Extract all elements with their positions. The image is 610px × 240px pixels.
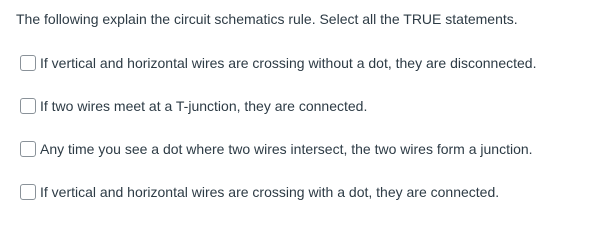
option-2-checkbox[interactable] — [20, 98, 36, 114]
option-4-label[interactable]: If vertical and horizontal wires are crossing with a dot, they are connected. — [40, 183, 500, 200]
answer-option-2[interactable] — [20, 95, 536, 117]
option-1-checkbox[interactable] — [20, 55, 36, 71]
answer-option-4[interactable] — [20, 181, 536, 203]
answer-option-1[interactable] — [20, 52, 536, 74]
answer-option-3[interactable] — [20, 138, 536, 160]
option-3-label[interactable]: Any time you see a dot where two wires intersect, the two wires form a junction. — [40, 140, 533, 157]
answer-options-list — [20, 52, 536, 203]
question-text: The following explain the circuit schematics rule. Select all the TRUE statements. — [16, 11, 518, 27]
option-3-checkbox[interactable] — [20, 141, 36, 157]
option-4-checkbox[interactable] — [20, 184, 36, 200]
option-2-label[interactable]: If two wires meet at a T-junction, they are connected. — [40, 97, 368, 114]
option-1-label[interactable]: If vertical and horizontal wires are crossing without a dot, they are disconnected. — [40, 54, 537, 71]
